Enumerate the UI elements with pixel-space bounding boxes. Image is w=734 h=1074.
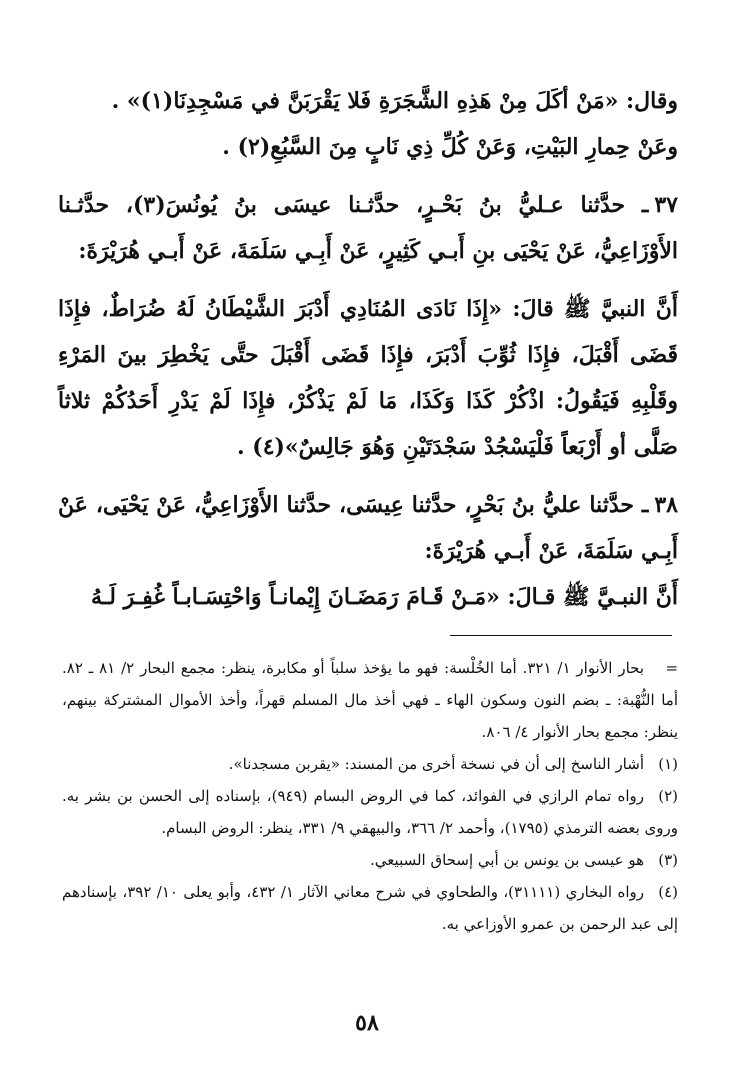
footnotes [62, 652, 678, 940]
footnote-3 [62, 844, 678, 876]
text-line-2: وعَنْ حِمارِ البَيْتِ، وَعَنْ كُلِّ ذِي نَابٍ مِنَ السَّبُعِ(٢) . [222, 134, 678, 160]
continuation-marker: = [665, 659, 679, 677]
hadith-37-matn: أَنَّ النبيَّ ﷺ قالَ: «إِذَا نَادَى المُنَادِي أَدْبَرَ الشَّيْطَانُ لَهُ ضُرَاطٌ، فإِذَا قَضَى أَقْبَلَ، فإِذَا ثُوِّبَ أَدْبَرَ، فإِذَا قَضَى أَقْبَلَ حتَّى يَخْطِرَ بينَ المَرْءِ وقَلْبِهِ فَيَقُولُ: اذْكُرْ كَذَا وَكَذَا، مَا لَمْ يَذْكُرْ، فإِذَا لَمْ يَدْرِ أَحَدُكُمْ ثلاثاً صَلَّى أو أَرْبَعاً فَلْيَسْجُدْ سَجْدَتَيْنِ وَهُوَ جَالِسٌ»(٤) . [58, 296, 678, 460]
footnote-2 [62, 780, 678, 844]
main-text [58, 78, 678, 620]
footnote-continuation-text: بحار الأنوار ١/ ٣٢١. أما الخُلْسة: فهو ما يؤخذ سلباً أو مكابرة، ينظر: مجمع البحار ٢/ ٨١ ـ ٨٢. أما النُّهْبة: ـ بضم النون وسكون الهاء ـ فهي أخذ مال المسلم قهراً، وأخذ الأموال المشتركة بينهم، ينظر: مجمع بحار الأنوار ٤/ ٨٠٦. [62, 659, 678, 741]
footnote-text: أشار الناسخ إلى أن في نسخة أخرى من المسند: «يقربن مسجدنا». [228, 755, 644, 773]
footnote-text: رواه البخاري (٣١١١١)، والطحاوي في شرح معاني الآثار ١/ ٤٣٢، وأبو يعلى ١٠/ ٣٩٢، بإسنادهم إلى عبد الرحمن بن عمرو الأوزاعي به. [62, 883, 678, 933]
hadith-38-number: ٣٨ [654, 492, 678, 518]
footnote-number: (٤) [658, 883, 678, 901]
footnote-continuation [62, 652, 678, 748]
hadith-37-isnad [58, 182, 678, 274]
footnote-text: هو عيسى بن يونس بن أبي إسحاق السبيعي. [370, 851, 644, 869]
footnote-1 [62, 748, 678, 780]
footnote-4 [62, 876, 678, 940]
hadith-37-isnad-text: ـ حدَّثنا عـليُّ بنُ بَحْـرٍ، حدَّثـنا عيسَى بنُ يُونُسَ(٣)، حدَّثـنا الأَوْزَاعِيُّ، عَنْ يَحْيَى بنِ أَبـي كَثِيرٍ، عَنْ أَبِـي سَلَمَةَ، عَنْ أَبـي هُرَيْرَةَ: [58, 192, 678, 264]
text-line-1: وقال: «مَنْ أكَلَ مِنْ هَذِهِ الشَّجَرَةِ فَلا يَقْرَبَنَّ في مَسْجِدِنَا(١)» . [111, 88, 678, 114]
hadith-38-isnad-text: ـ حدَّثنا عليُّ بنُ بَحْرٍ، حدَّثنا عِيسَى، حدَّثنا الأَوْزَاعِيُّ، عَنْ يَحْيَى، عَنْ أَبِـي سَلَمَةَ، عَنْ أَبـي هُرَيْرَةَ: [58, 492, 678, 564]
footnote-number: (١) [658, 755, 678, 773]
page-number: ٥٨ [355, 1010, 379, 1036]
hadith-38-isnad [58, 482, 678, 574]
hadith-37-number: ٣٧ [654, 192, 678, 218]
footnote-number: (٢) [658, 787, 679, 805]
footnote-divider [450, 635, 672, 636]
footnote-number: (٣) [658, 851, 678, 869]
footnote-text: رواه تمام الرازي في الفوائد، كما في الروض البسام (٩٤٩)، بإسناده إلى الحسن بن بشر به. وروى بعضه الترمذي (١٧٩٥)، وأحمد ٢/ ٣٦٦، والبيهقي ٩/ ٣٣١، ينظر: الروض البسام. [62, 787, 678, 837]
hadith-38-matn: أَنَّ النبـيَّ ﷺ قـالَ: «مَـنْ قَـامَ رَمَضَـانَ إِيْمانـاً وَاحْتِسَـابـاً غُفِـرَ لَـهُ [91, 584, 678, 610]
